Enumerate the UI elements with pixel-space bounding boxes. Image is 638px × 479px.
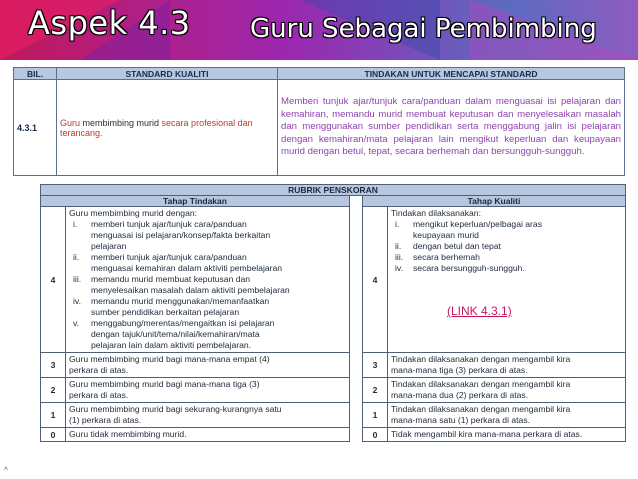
level-text: Guru membimbing murid bagi mana-mana tiga (3) bbox=[69, 379, 260, 389]
title-banner bbox=[0, 0, 638, 60]
list-item bbox=[391, 230, 622, 241]
list-item bbox=[69, 263, 346, 274]
slide-title: Aspek 4.3 bbox=[28, 4, 191, 42]
level-left bbox=[66, 353, 350, 378]
item-text: sumber pendidikan berkaitan pelajaran bbox=[91, 307, 240, 317]
level-text: mana-mana satu (1) perkara di atas. bbox=[391, 415, 530, 425]
gap bbox=[350, 403, 363, 428]
rubrik-col-right: Tahap Kualiti bbox=[363, 196, 626, 207]
level-right bbox=[388, 353, 626, 378]
list-item bbox=[69, 329, 346, 340]
item-text: menguasai kemahiran dalam aktiviti pembelajaran bbox=[91, 263, 283, 273]
item-number bbox=[69, 230, 91, 241]
level-score: 4 bbox=[363, 207, 388, 353]
item-text: mengikut keperluan/pelbagai aras bbox=[413, 219, 542, 229]
level-right bbox=[388, 403, 626, 428]
level-score: 1 bbox=[363, 403, 388, 428]
gap bbox=[350, 196, 363, 207]
rubrik-row bbox=[41, 403, 626, 428]
item-number: iii. bbox=[395, 252, 404, 262]
level-score: 3 bbox=[41, 353, 66, 378]
level4-intro-right: Tindakan dilaksanakan: bbox=[391, 208, 481, 218]
level-score: 4 bbox=[41, 207, 66, 353]
item-text: secara berhemah bbox=[413, 252, 480, 262]
level4-right bbox=[388, 207, 626, 353]
list-item bbox=[391, 241, 622, 252]
item-number bbox=[69, 241, 91, 252]
rubrik-row bbox=[41, 378, 626, 403]
item-number: ii. bbox=[395, 241, 402, 251]
list-item bbox=[69, 340, 346, 351]
standard-kw: Guru bbox=[60, 117, 81, 128]
item-text: secara bersungguh-sungguh. bbox=[413, 263, 525, 273]
level-text: mana-mana dua (2) perkara di atas. bbox=[391, 390, 529, 400]
level-left bbox=[66, 403, 350, 428]
item-text: memberi tunjuk ajar/tunjuk cara/panduan bbox=[91, 252, 247, 262]
level-right bbox=[388, 428, 626, 442]
level-text: Tindakan dilaksanakan dengan mengambil kira bbox=[391, 404, 571, 414]
slide-subtitle: Guru Sebagai Pembimbing bbox=[250, 14, 597, 44]
rubrik-title: RUBRIK PENSKORAN bbox=[41, 185, 626, 196]
col-header-bil: BIL. bbox=[14, 68, 57, 80]
gap bbox=[350, 428, 363, 442]
level4-left bbox=[66, 207, 350, 353]
link-4-3-1[interactable]: (LINK 4.3.1) bbox=[447, 304, 512, 318]
level-right bbox=[388, 378, 626, 403]
level-score: 1 bbox=[41, 403, 66, 428]
list-item bbox=[391, 219, 622, 230]
col-header-standard: STANDARD KUALITI bbox=[57, 68, 278, 80]
level-score: 2 bbox=[363, 378, 388, 403]
item-text: memandu murid menggunakan/memanfaatkan bbox=[91, 296, 270, 306]
standard-table bbox=[13, 67, 625, 176]
bil-cell: 4.3.1 bbox=[14, 80, 57, 176]
item-text: memandu murid membuat keputusan dan bbox=[91, 274, 251, 284]
level-score: 0 bbox=[363, 428, 388, 442]
level4-list-right bbox=[391, 219, 622, 274]
level-text: Tidak mengambil kira mana-mana perkara di atas. bbox=[391, 429, 583, 439]
item-number bbox=[69, 329, 91, 340]
list-item bbox=[69, 285, 346, 296]
list-item bbox=[391, 252, 622, 263]
col-header-tindakan: TINDAKAN UNTUK MENCAPAI STANDARD bbox=[278, 68, 625, 80]
rubrik-table bbox=[40, 184, 626, 442]
list-item bbox=[69, 252, 346, 263]
item-text: keupayaan murid bbox=[413, 230, 479, 240]
item-text: dengan tajuk/unit/tema/nilai/kemahiran/mata bbox=[91, 329, 260, 339]
level-score: 0 bbox=[41, 428, 66, 442]
list-item bbox=[69, 318, 346, 329]
item-number: ii. bbox=[73, 252, 80, 262]
item-number: iv. bbox=[395, 263, 403, 273]
item-text: pelajaran bbox=[91, 241, 127, 251]
standard-text: membimbing murid bbox=[80, 117, 162, 128]
list-item bbox=[69, 296, 346, 307]
tindakan-cell: Memberi tunjuk ajar/tunjuk cara/panduan dalam menguasai isi pelajaran dan kemahiran, memandu murid membuat keputusan dan menyelesaikan masalah dan menggunakan sumber pendidikan serta menggabung jalin isi pelajaran dengan kemahiran/mata pelajaran lain mengikut keperluan dan keupayaan murid dengan betul, tepat, secara berhemah dan bersungguh-sungguh. bbox=[278, 80, 625, 176]
list-item bbox=[69, 274, 346, 285]
item-number: i. bbox=[73, 219, 78, 229]
item-text: memberi tunjuk ajar/tunjuk cara/panduan bbox=[91, 219, 247, 229]
level-text: Tindakan dilaksanakan dengan mengambil kira bbox=[391, 379, 571, 389]
item-number: i. bbox=[395, 219, 400, 229]
level-left bbox=[66, 378, 350, 403]
item-text: menggabung/merentas/mengaitkan isi pelajaran bbox=[91, 318, 275, 328]
item-text: pelajaran lain dalam aktiviti pembelajaran. bbox=[91, 340, 252, 350]
level-text: (1) perkara di atas. bbox=[69, 415, 142, 425]
standard-kw2: secara profesional dan terancang. bbox=[60, 117, 253, 138]
item-text: menyelesaikan masalah dalam aktiviti pembelajaran bbox=[91, 285, 290, 295]
item-number bbox=[69, 340, 91, 351]
level-text: Guru membimbing murid bagi mana-mana empat (4) bbox=[69, 354, 270, 364]
item-number bbox=[391, 230, 413, 241]
item-number bbox=[69, 307, 91, 318]
rubrik-row bbox=[41, 353, 626, 378]
level-text: mana-mana tiga (3) perkara di atas. bbox=[391, 365, 528, 375]
level4-intro: Guru membimbing murid dengan: bbox=[69, 208, 198, 218]
item-text: dengan betul dan tepat bbox=[413, 241, 501, 251]
list-item bbox=[391, 263, 622, 274]
list-item bbox=[69, 230, 346, 241]
gap bbox=[350, 207, 363, 353]
item-text: menguasai isi pelajaran/konsep/fakta berkaitan bbox=[91, 230, 271, 240]
footer-mark: ˄ bbox=[4, 466, 9, 473]
list-item bbox=[69, 241, 346, 252]
standard-cell bbox=[57, 80, 278, 176]
item-number bbox=[69, 285, 91, 296]
level-text: Tindakan dilaksanakan dengan mengambil kira bbox=[391, 354, 571, 364]
level-text: perkara di atas. bbox=[69, 390, 129, 400]
level-text: Guru membimbing murid bagi sekurang-kurangnya satu bbox=[69, 404, 282, 414]
item-number bbox=[69, 263, 91, 274]
level-left bbox=[66, 428, 350, 442]
item-number: iii. bbox=[73, 274, 82, 284]
gap bbox=[350, 378, 363, 403]
item-number: v. bbox=[73, 318, 80, 328]
gap bbox=[350, 353, 363, 378]
level-score: 3 bbox=[363, 353, 388, 378]
level4-list bbox=[69, 219, 346, 351]
level-text: Guru tidak membimbing murid. bbox=[69, 429, 187, 439]
level-text: perkara di atas. bbox=[69, 365, 129, 375]
item-number: iv. bbox=[73, 296, 81, 306]
rubrik-col-left: Tahap Tindakan bbox=[41, 196, 350, 207]
list-item bbox=[69, 219, 346, 230]
level-score: 2 bbox=[41, 378, 66, 403]
list-item bbox=[69, 307, 346, 318]
rubrik-row bbox=[41, 428, 626, 442]
